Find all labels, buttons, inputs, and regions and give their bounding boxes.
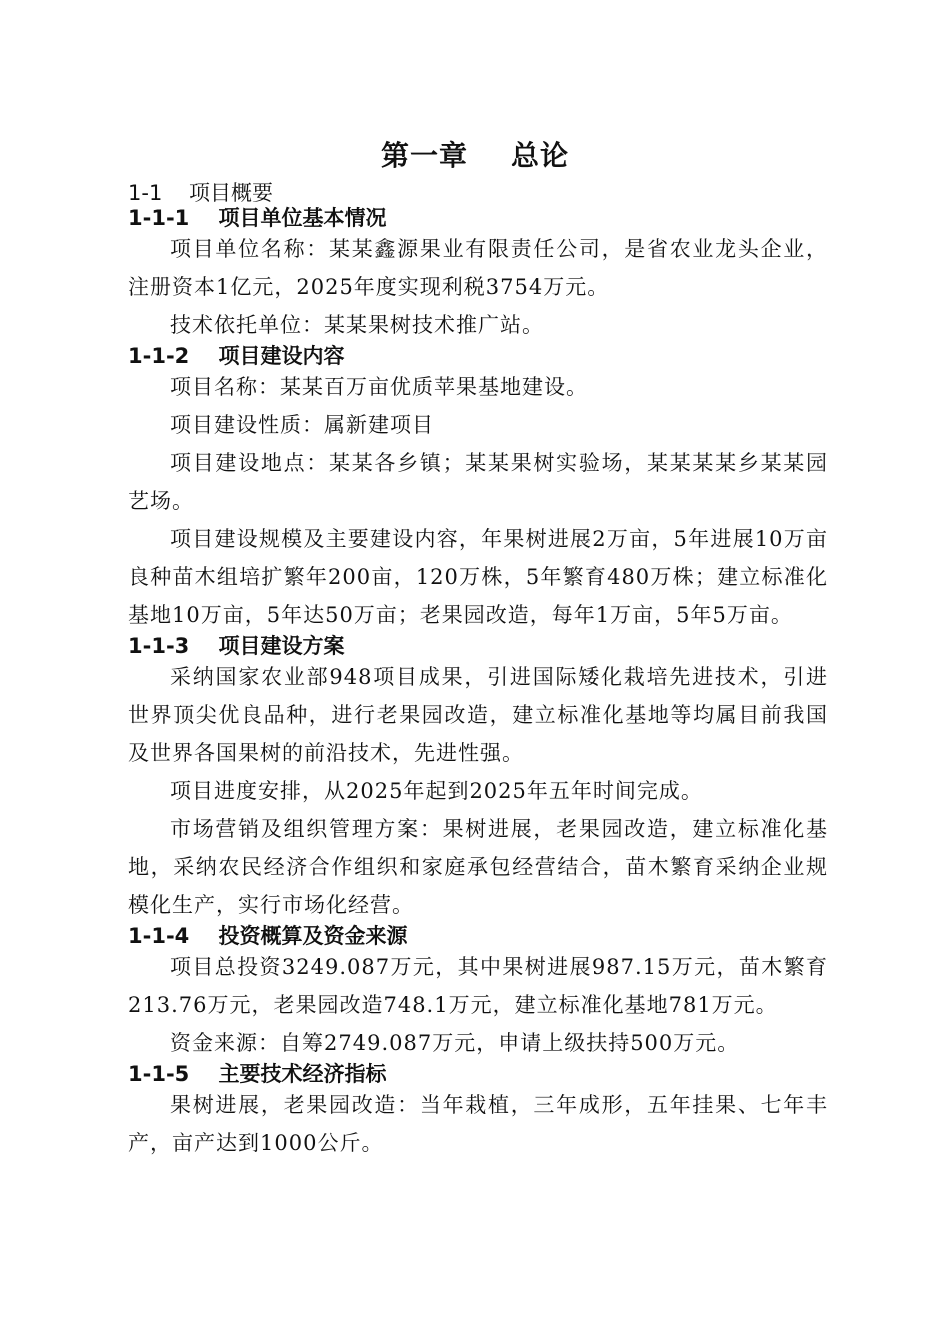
paragraph-project-name: 项目名称：某某百万亩优质苹果基地建设。 <box>170 375 588 399</box>
paragraph-schedule: 项目进度安排，从2025年起到2025年五年时间完成。 <box>170 779 703 803</box>
paragraph-funding: 资金来源：自筹2749.087万元，申请上级扶持500万元。 <box>170 1031 740 1055</box>
paragraph-indicators: 果树进展，老果园改造：当年栽植，三年成形，五年挂果、七年丰产，亩产达到1000公斤。 <box>128 1093 828 1155</box>
section-heading-1-1-2: 1-1-2 项目建设内容 <box>128 344 345 368</box>
paragraph-plan-tech: 采纳国家农业部948项目成果，引进国际矮化栽培先进技术，引进世界顶尖优良品种，进行老果园改造，建立标准化基地等均属目前我国及世界各国果树的前沿技术，先进性强。 <box>128 665 828 765</box>
section-heading-1-1-5: 1-1-5 主要技术经济指标 <box>128 1062 387 1086</box>
section-heading-1-1: 1-1 项目概要 <box>128 181 274 205</box>
paragraph-project-location: 项目建设地点：某某各乡镇；某某果树实验场，某某某某乡某某园艺场。 <box>128 451 828 513</box>
section-heading-1-1-3: 1-1-3 项目建设方案 <box>128 634 345 658</box>
paragraph-unit-name: 项目单位名称：某某鑫源果业有限责任公司，是省农业龙头企业，注册资本1亿元，2025年度实现利税3754万元。 <box>128 237 828 299</box>
section-heading-1-1-1: 1-1-1 项目单位基本情况 <box>128 206 387 230</box>
chapter-title: 第一章 总论 <box>381 139 569 172</box>
document-body <box>128 180 828 1162</box>
paragraph-project-scale: 项目建设规模及主要建设内容，年果树进展2万亩，5年进展10万亩良种苗木组培扩繁年200亩，120万株，5年繁育480万株；建立标准化基地10万亩，5年达50万亩；老果园改造，每年1万亩，5年5万亩。 <box>128 527 828 627</box>
section-heading-1-1-4: 1-1-4 投资概算及资金来源 <box>128 924 408 948</box>
paragraph-marketing: 市场营销及组织管理方案：果树进展，老果园改造，建立标准化基地，采纳农民经济合作组织和家庭承包经营结合，苗木繁育采纳企业规模化生产，实行市场化经营。 <box>128 817 828 917</box>
paragraph-project-nature: 项目建设性质：属新建项目 <box>170 413 434 437</box>
paragraph-tech-unit: 技术依托单位：某某果树技术推广站。 <box>170 313 544 337</box>
paragraph-investment: 项目总投资3249.087万元，其中果树进展987.15万元，苗木繁育213.76万元，老果园改造748.1万元，建立标准化基地781万元。 <box>128 955 828 1017</box>
